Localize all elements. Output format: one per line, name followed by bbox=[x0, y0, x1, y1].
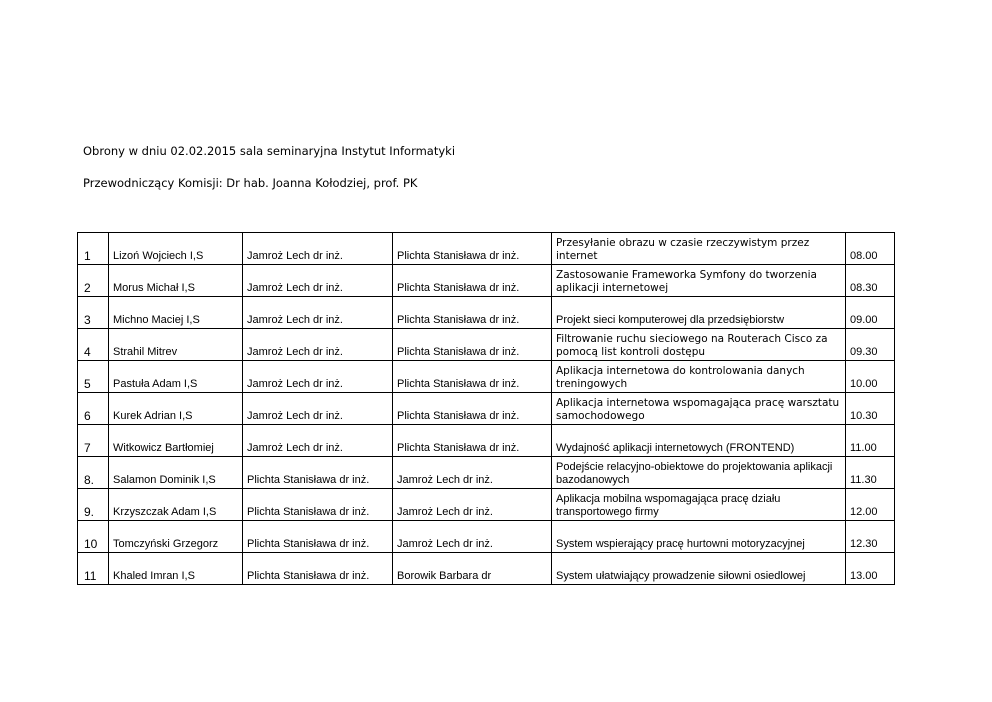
student-name: Kurek Adrian I,S bbox=[109, 393, 243, 425]
supervisor-name: Jamroż Lech dr inż. bbox=[243, 425, 393, 457]
defense-time: 11.00 bbox=[846, 425, 895, 457]
reviewer-name: Plichta Stanisława dr inż. bbox=[393, 329, 552, 361]
supervisor-name: Plichta Stanisława dr inż. bbox=[243, 521, 393, 553]
thesis-topic: Aplikacja mobilna wspomagająca pracę działu transportowego firmy bbox=[552, 489, 846, 521]
supervisor-name: Plichta Stanisława dr inż. bbox=[243, 457, 393, 489]
row-number: 10 bbox=[78, 521, 109, 553]
student-name: Witkowicz Bartłomiej bbox=[109, 425, 243, 457]
supervisor-name: Jamroż Lech dr inż. bbox=[243, 233, 393, 265]
supervisor-name: Jamroż Lech dr inż. bbox=[243, 361, 393, 393]
defense-time: 10.00 bbox=[846, 361, 895, 393]
defense-time: 13.00 bbox=[846, 553, 895, 585]
thesis-topic: Zastosowanie Frameworka Symfony do tworzenia aplikacji internetowej bbox=[552, 265, 846, 297]
table-row bbox=[78, 553, 895, 585]
student-name: Morus Michał I,S bbox=[109, 265, 243, 297]
table-row bbox=[78, 457, 895, 489]
defense-time: 09.30 bbox=[846, 329, 895, 361]
row-number: 7 bbox=[78, 425, 109, 457]
thesis-topic: Podejście relacyjno-obiektowe do projektowania aplikacji bazodanowych bbox=[552, 457, 846, 489]
student-name: Tomczyński Grzegorz bbox=[109, 521, 243, 553]
reviewer-name: Plichta Stanisława dr inż. bbox=[393, 361, 552, 393]
reviewer-name: Borowik Barbara dr bbox=[393, 553, 552, 585]
table-row bbox=[78, 233, 895, 265]
row-number: 3 bbox=[78, 297, 109, 329]
defense-time: 10.30 bbox=[846, 393, 895, 425]
thesis-topic: Przesyłanie obrazu w czasie rzeczywistym przez internet bbox=[552, 233, 846, 265]
supervisor-name: Plichta Stanisława dr inż. bbox=[243, 553, 393, 585]
student-name: Krzyszczak Adam I,S bbox=[109, 489, 243, 521]
supervisor-name: Plichta Stanisława dr inż. bbox=[243, 489, 393, 521]
row-number: 11 bbox=[78, 553, 109, 585]
thesis-topic: Aplikacja internetowa wspomagająca pracę warsztatu samochodowego bbox=[552, 393, 846, 425]
defense-time: 12.00 bbox=[846, 489, 895, 521]
table-row bbox=[78, 489, 895, 521]
defense-schedule-table bbox=[77, 232, 895, 585]
student-name: Lizoń Wojciech I,S bbox=[109, 233, 243, 265]
defense-time: 09.00 bbox=[846, 297, 895, 329]
reviewer-name: Plichta Stanisława dr inż. bbox=[393, 393, 552, 425]
supervisor-name: Jamroż Lech dr inż. bbox=[243, 265, 393, 297]
row-number: 9. bbox=[78, 489, 109, 521]
table-row bbox=[78, 361, 895, 393]
supervisor-name: Jamroż Lech dr inż. bbox=[243, 297, 393, 329]
table-row bbox=[78, 425, 895, 457]
thesis-topic: Aplikacja internetowa do kontrolowania danych treningowych bbox=[552, 361, 846, 393]
table-row bbox=[78, 329, 895, 361]
reviewer-name: Jamroż Lech dr inż. bbox=[393, 457, 552, 489]
thesis-topic: Filtrowanie ruchu sieciowego na Routerach Cisco za pomocą list kontroli dostępu bbox=[552, 329, 846, 361]
row-number: 1 bbox=[78, 233, 109, 265]
table-row bbox=[78, 265, 895, 297]
supervisor-name: Jamroż Lech dr inż. bbox=[243, 329, 393, 361]
reviewer-name: Plichta Stanisława dr inż. bbox=[393, 297, 552, 329]
thesis-topic: Wydajność aplikacji internetowych (FRONTEND) bbox=[552, 425, 846, 457]
defense-time: 12.30 bbox=[846, 521, 895, 553]
row-number: 2 bbox=[78, 265, 109, 297]
defense-time: 08.30 bbox=[846, 265, 895, 297]
reviewer-name: Jamroż Lech dr inż. bbox=[393, 521, 552, 553]
committee-chair: Przewodniczący Komisji: Dr hab. Joanna Kołodziej, prof. PK bbox=[83, 176, 418, 190]
row-number: 8. bbox=[78, 457, 109, 489]
reviewer-name: Plichta Stanisława dr inż. bbox=[393, 265, 552, 297]
reviewer-name: Plichta Stanisława dr inż. bbox=[393, 233, 552, 265]
table-row bbox=[78, 393, 895, 425]
table-row bbox=[78, 521, 895, 553]
student-name: Strahil Mitrev bbox=[109, 329, 243, 361]
thesis-topic: System ułatwiający prowadzenie siłowni osiedlowej bbox=[552, 553, 846, 585]
student-name: Michno Maciej I,S bbox=[109, 297, 243, 329]
student-name: Pastuła Adam I,S bbox=[109, 361, 243, 393]
document-title: Obrony w dniu 02.02.2015 sala seminaryjna Instytut Informatyki bbox=[83, 144, 456, 158]
reviewer-name: Plichta Stanisława dr inż. bbox=[393, 425, 552, 457]
row-number: 6 bbox=[78, 393, 109, 425]
student-name: Khaled Imran I,S bbox=[109, 553, 243, 585]
defense-time: 08.00 bbox=[846, 233, 895, 265]
thesis-topic: System wspierający pracę hurtowni motoryzacyjnej bbox=[552, 521, 846, 553]
defense-time: 11.30 bbox=[846, 457, 895, 489]
row-number: 4 bbox=[78, 329, 109, 361]
table-row bbox=[78, 297, 895, 329]
row-number: 5 bbox=[78, 361, 109, 393]
student-name: Salamon Dominik I,S bbox=[109, 457, 243, 489]
thesis-topic: Projekt sieci komputerowej dla przedsiębiorstw bbox=[552, 297, 846, 329]
supervisor-name: Jamroż Lech dr inż. bbox=[243, 393, 393, 425]
reviewer-name: Jamroż Lech dr inż. bbox=[393, 489, 552, 521]
